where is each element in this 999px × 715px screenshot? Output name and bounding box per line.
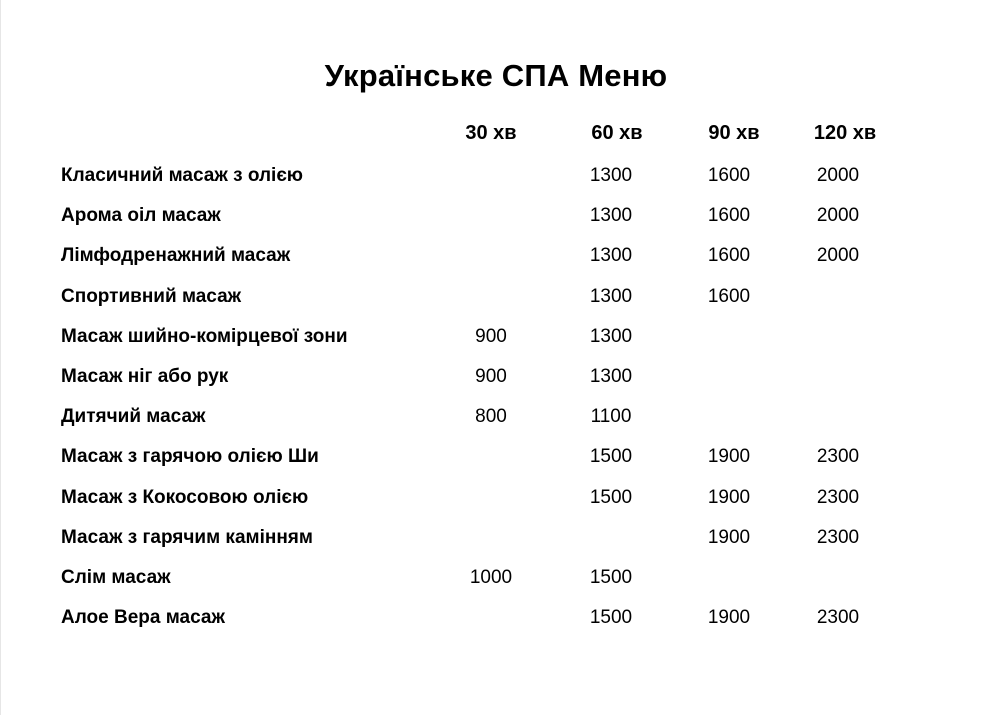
service-name: Лімфодренажний масаж bbox=[61, 245, 291, 267]
price-cell: 1500 bbox=[589, 486, 633, 508]
price-cell: 800 bbox=[475, 406, 507, 428]
price-cell: 2000 bbox=[816, 205, 860, 227]
price-cell: 1600 bbox=[707, 165, 751, 186]
table-row bbox=[1, 406, 991, 436]
price-cell: 1100 bbox=[590, 406, 632, 428]
price-cell: 2000 bbox=[816, 165, 860, 186]
price-cell: 1600 bbox=[707, 245, 751, 267]
column-header-120-min: 120 хв bbox=[813, 122, 877, 144]
service-name: Масаж шийно-комірцевої зони bbox=[61, 325, 348, 347]
price-cell: 2300 bbox=[816, 526, 860, 548]
price-cell: 1000 bbox=[469, 567, 513, 588]
table-row bbox=[1, 607, 991, 637]
price-cell: 1300 bbox=[589, 205, 633, 227]
service-name: Спортивний масаж bbox=[61, 285, 242, 307]
service-name: Масаж з Кокосовою олією bbox=[61, 486, 309, 508]
price-cell: 1600 bbox=[707, 285, 751, 307]
table-row bbox=[1, 245, 991, 275]
price-cell: 900 bbox=[475, 325, 507, 347]
table-row bbox=[1, 567, 991, 597]
service-name: Масаж ніг або рук bbox=[61, 366, 229, 387]
service-name: Дитячий масаж bbox=[61, 406, 206, 428]
table-row bbox=[1, 326, 991, 356]
price-cell: 1900 bbox=[707, 526, 751, 548]
price-cell: 2300 bbox=[816, 486, 860, 508]
price-cell: 1500 bbox=[589, 567, 633, 588]
price-cell: 2300 bbox=[816, 446, 860, 468]
price-cell: 1900 bbox=[707, 486, 751, 508]
price-cell: 2000 bbox=[816, 245, 860, 267]
service-name: Масаж з гарячою олією Ши bbox=[61, 446, 319, 468]
column-header-30-min: 30 хв bbox=[465, 122, 517, 144]
price-cell: 1500 bbox=[589, 446, 633, 468]
price-cell: 1300 bbox=[589, 285, 633, 307]
column-header-60-min: 60 хв bbox=[591, 122, 643, 144]
table-row bbox=[1, 527, 991, 557]
price-cell: 1900 bbox=[707, 607, 751, 629]
menu-title: Українське СПА Меню bbox=[324, 58, 668, 93]
table-row bbox=[1, 487, 991, 517]
service-name: Масаж з гарячим камінням bbox=[61, 526, 313, 548]
table-row bbox=[1, 165, 991, 195]
table-row bbox=[1, 446, 991, 476]
price-cell: 1300 bbox=[589, 165, 633, 186]
price-cell: 1600 bbox=[707, 205, 751, 227]
service-name: Алое Вера масаж bbox=[61, 607, 225, 629]
price-cell: 900 bbox=[475, 366, 507, 387]
price-cell: 2300 bbox=[816, 607, 860, 629]
table-row bbox=[1, 286, 991, 316]
price-cell: 1300 bbox=[589, 245, 633, 267]
service-name: Арома оіл масаж bbox=[61, 205, 221, 227]
price-cell: 1900 bbox=[707, 446, 751, 468]
table-row bbox=[1, 205, 991, 235]
price-cell: 1300 bbox=[589, 366, 633, 387]
service-name: Класичний масаж з олією bbox=[61, 165, 304, 186]
table-row bbox=[1, 366, 991, 396]
column-header-90-min: 90 хв bbox=[708, 122, 760, 144]
service-name: Слім масаж bbox=[61, 567, 171, 588]
price-cell: 1300 bbox=[589, 325, 633, 347]
price-cell: 1500 bbox=[589, 607, 633, 629]
